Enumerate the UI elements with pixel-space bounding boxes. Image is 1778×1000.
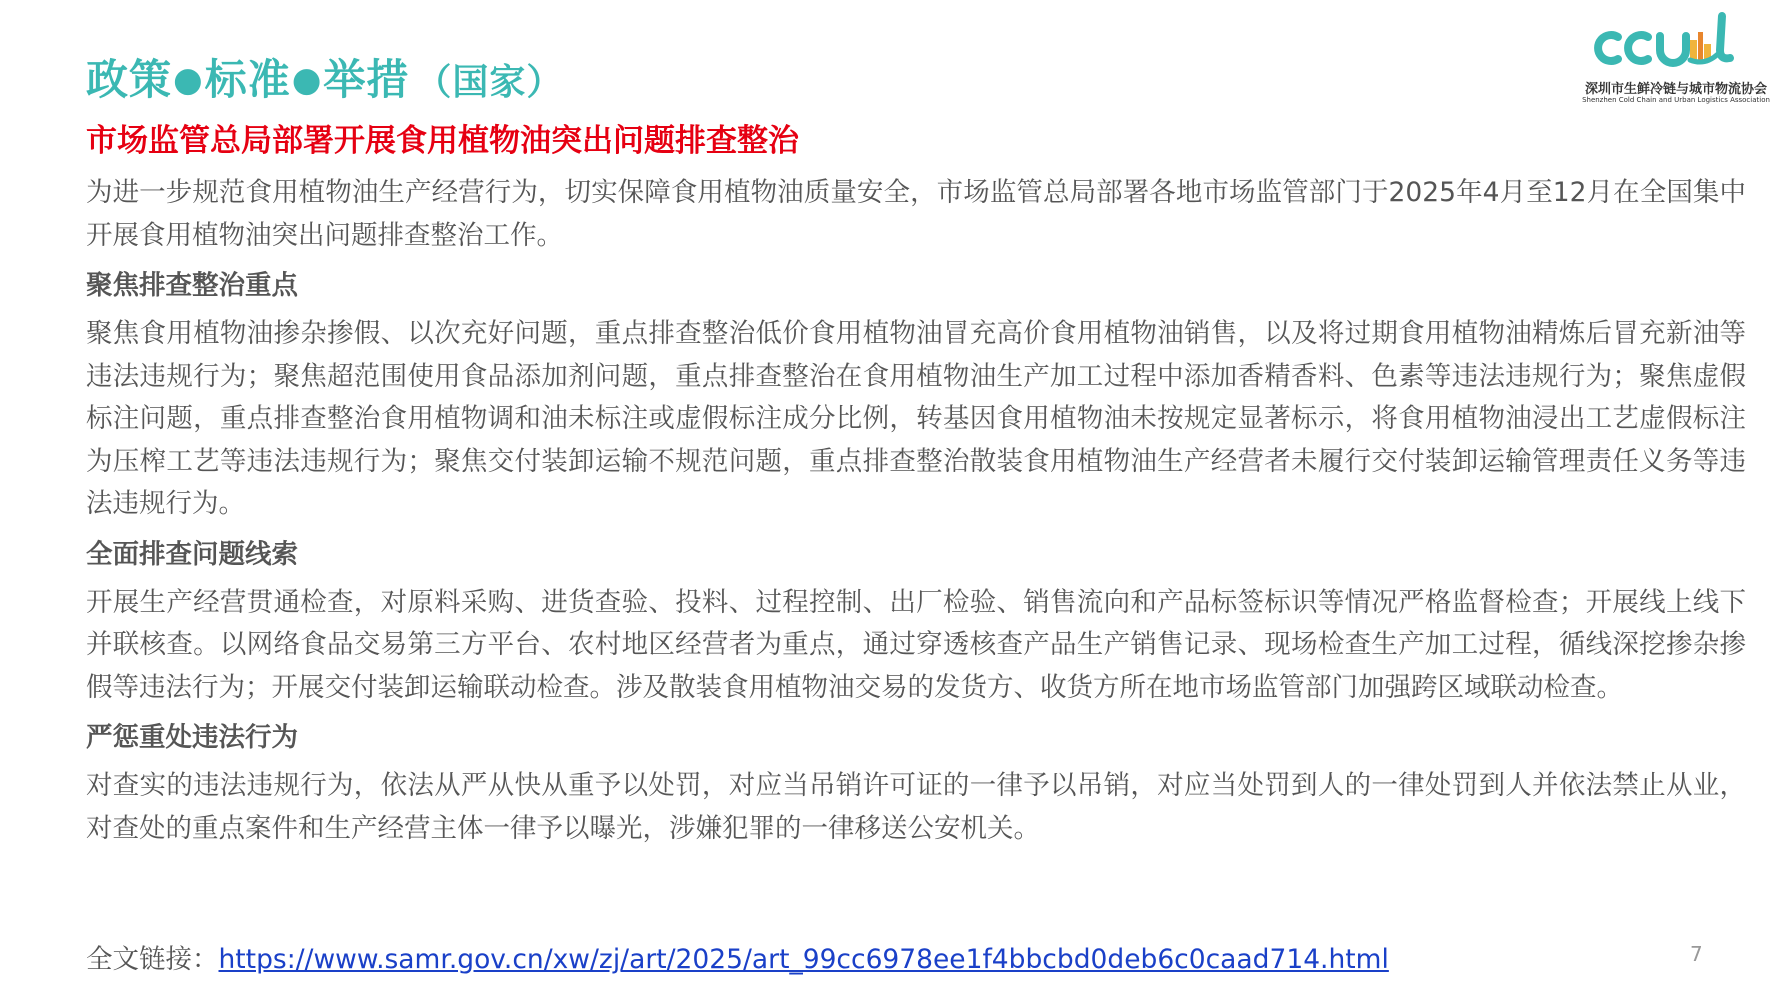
section-body-clues: 开展生产经营贯通检查，对原料采购、进货查验、投料、过程控制、出厂检验、销售流向和产品标签标识等情况严格监督检查；开展线上线下并联核查。以网络食品交易第三方平台、农村地区经营者为重点，通过穿透核查产品生产销售记录、现场检查生产加工过程，循线深挖掺杂掺假等违法行为；开展交付装卸运输联动检查。涉及散装食用植物油交易的发货方、收货方所在地市场监管部门加强跨区域联动检查。 [86, 586, 1746, 703]
heading-scope: （国家） [415, 62, 564, 103]
section-body-penalties: 对查实的违法违规行为，依法从严从快从重予以处罚，对应当吊销许可证的一律予以吊销，对应当处罚到人的一律处罚到人并依法禁止从业，对查处的重点案件和生产经营主体一律予以曝光，涉嫌犯罪的一律移送公安机关。 [86, 770, 1746, 844]
article-title: 市场监管总局部署开展食用植物油突出问题排查整治 [86, 123, 799, 159]
logo-name-en: Shenzhen Cold Chain and Urban Logistics Association [1582, 96, 1770, 104]
section-heading-clues: 全面排查问题线索 [86, 538, 298, 570]
page-heading [86, 50, 563, 113]
intro-paragraph: 为进一步规范食用植物油生产经营行为，切实保障食用植物油质量安全，市场监管总局部署各地市场监管部门于2025年4月至12月在全国集中开展食用植物油突出问题排查整治工作。 [86, 177, 1746, 251]
heading-dot-1: ● [173, 60, 204, 100]
section-body-focus: 聚焦食用植物油掺杂掺假、以次充好问题，重点排查整治低价食用植物油冒充高价食用植物油销售，以及将过期食用植物油精炼后冒充新油等违法违规行为；聚焦超范围使用食品添加剂问题，重点排查整治在食用植物油生产加工过程中添加香精香料、色素等违法违规行为；聚焦虚假标注问题，重点排查整治食用植物调和油未标注或虚假标注成分比例，转基因食用植物油未按规定显著标示，将食用植物油浸出工艺虚假标注为压榨工艺等违法违规行为；聚焦交付装卸运输不规范问题，重点排查整治散装食用植物油生产经营者未履行交付装卸运输管理责任义务等违法违规行为。 [86, 318, 1746, 519]
full-text-link[interactable]: https://www.samr.gov.cn/xw/zj/art/2025/art_99cc6978ee1f4bbcbd0deb6c0caad714.html [218, 944, 1389, 975]
page-number: 7 [1690, 942, 1703, 966]
section-heading-penalties: 严惩重处违法行为 [86, 722, 298, 753]
full-text-link-row [86, 940, 1389, 980]
article-body [86, 172, 1746, 850]
association-logo [1570, 10, 1770, 105]
heading-standard: 标准 [204, 55, 291, 104]
link-label: 全文链接： [86, 944, 219, 975]
logo-name-cn: 深圳市生鲜冷链与城市物流协会 [1584, 82, 1767, 97]
heading-dot-2: ● [291, 60, 323, 100]
heading-policy: 政策 [86, 55, 173, 104]
heading-measures: 举措 [323, 55, 410, 104]
section-heading-focus: 聚焦排查整治重点 [86, 270, 298, 301]
ccul-logo-mark [1570, 10, 1770, 76]
